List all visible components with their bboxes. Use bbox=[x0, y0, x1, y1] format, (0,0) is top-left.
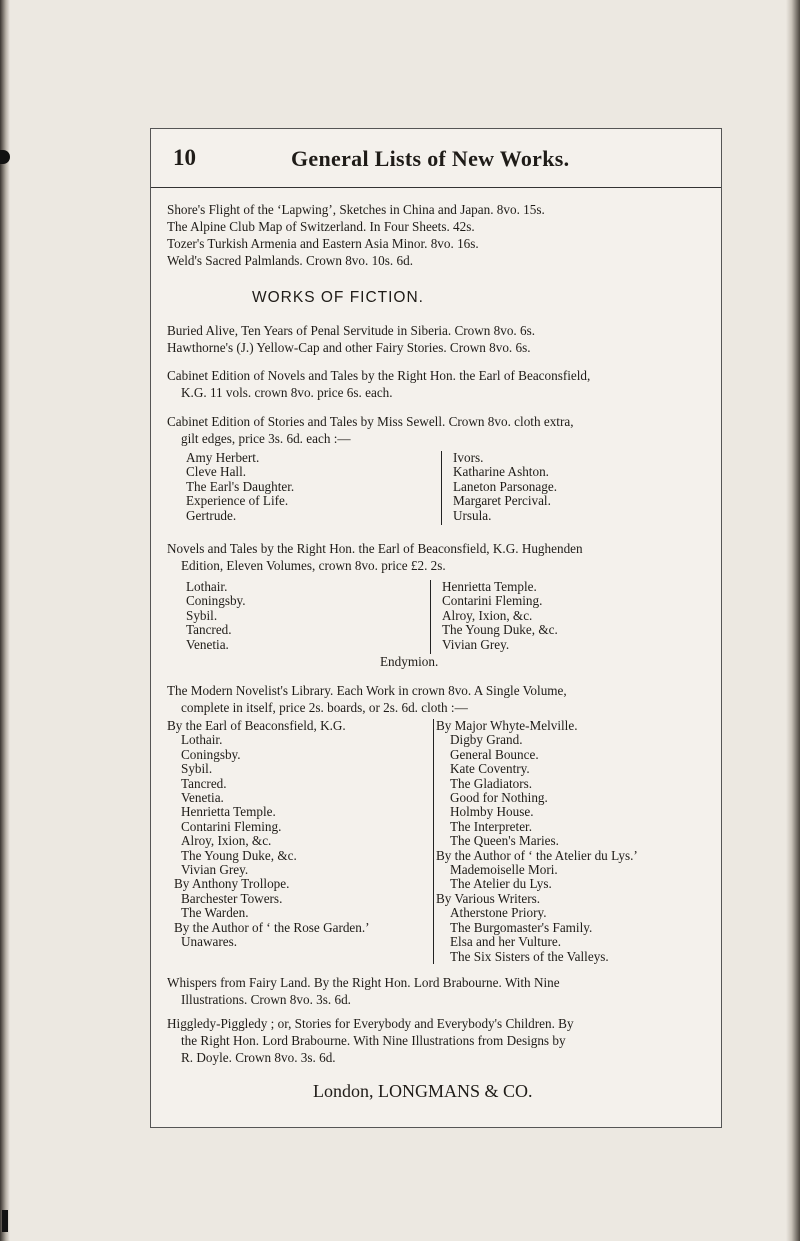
list-item: Venetia. bbox=[186, 636, 229, 652]
list-item: Katharine Ashton. bbox=[453, 464, 549, 480]
list-item: Coningsby. bbox=[181, 746, 241, 762]
page-frame bbox=[150, 128, 722, 1128]
list-item: Unawares. bbox=[181, 934, 238, 950]
author-heading: By Anthony Trollope. bbox=[174, 876, 290, 892]
list-item: Digby Grand. bbox=[450, 732, 523, 748]
list-item: Endymion. bbox=[380, 654, 439, 669]
column-divider bbox=[430, 580, 431, 654]
list-item: Kate Coventry. bbox=[450, 761, 530, 777]
entry-hughenden-cont: Edition, Eleven Volumes, crown 8vo. price £2. 2s. bbox=[181, 558, 446, 573]
list-item: Alroy, Ixion, &c. bbox=[181, 833, 272, 849]
list-item: The Six Sisters of the Valleys. bbox=[450, 948, 609, 964]
hughenden-right-list bbox=[442, 580, 558, 652]
publisher-imprint: London, LONGMANS & CO. bbox=[313, 1081, 533, 1101]
list-item: Vivian Grey. bbox=[442, 636, 510, 652]
author-heading: By Various Writers. bbox=[436, 890, 541, 906]
list-item: Tancred. bbox=[186, 622, 232, 638]
list-item: Tozer's Turkish Armenia and Eastern Asia Minor. 8vo. 16s. bbox=[167, 236, 479, 251]
entry-novelists-library-cont: complete in itself, price 2s. boards, or 2s. 6d. cloth :— bbox=[181, 700, 468, 715]
list-item: Shore's Flight of the ‘Lapwing’, Sketches in China and Japan. 8vo. 15s. bbox=[167, 202, 545, 217]
entry-higgledy-cont: the Right Hon. Lord Brabourne. With Nine Illustrations from Designs by bbox=[181, 1033, 566, 1048]
section-heading: WORKS OF FICTION. bbox=[252, 289, 424, 306]
list-item: The Interpreter. bbox=[450, 818, 533, 834]
page-edge-right bbox=[786, 0, 800, 1241]
list-item: Lothair. bbox=[186, 579, 228, 594]
list-item: Henrietta Temple. bbox=[442, 579, 537, 594]
page-number: 10 bbox=[173, 145, 196, 170]
list-item: Contarini Fleming. bbox=[181, 818, 282, 834]
author-heading: By Major Whyte-Melville. bbox=[436, 718, 578, 733]
author-heading: By the Earl of Beaconsfield, K.G. bbox=[167, 718, 346, 733]
entry-sewell-cont: gilt edges, price 3s. 6d. each :— bbox=[181, 431, 351, 446]
list-item: Good for Nothing. bbox=[450, 790, 548, 806]
list-item: Tancred. bbox=[181, 775, 227, 791]
list-item: Mademoiselle Mori. bbox=[450, 862, 558, 878]
page-edge-left bbox=[0, 0, 10, 1241]
list-item: The Earl's Daughter. bbox=[186, 478, 295, 494]
list-item: Weld's Sacred Palmlands. Crown 8vo. 10s. 6d. bbox=[167, 253, 413, 268]
sewell-right-list bbox=[453, 451, 557, 523]
list-item: Atherstone Priory. bbox=[450, 905, 547, 921]
list-item: The Gladiators. bbox=[450, 775, 533, 791]
entry-hughenden: Novels and Tales by the Right Hon. the Earl of Beaconsfield, K.G. Hughenden bbox=[167, 541, 583, 556]
list-item: Cleve Hall. bbox=[186, 464, 247, 480]
list-item: Margaret Percival. bbox=[453, 493, 551, 509]
list-item: Alroy, Ixion, &c. bbox=[442, 607, 533, 623]
list-item: Sybil. bbox=[186, 607, 218, 623]
entry-higgledy: Higgledy-Piggledy ; or, Stories for Everybody and Everybody's Children. By bbox=[167, 1016, 574, 1031]
binding-mark bbox=[2, 1210, 8, 1232]
list-item: Gertrude. bbox=[186, 507, 237, 523]
list-item: Henrietta Temple. bbox=[181, 804, 276, 820]
novelist-right-list bbox=[436, 719, 638, 964]
entry-higgledy-cont: R. Doyle. Crown 8vo. 3s. 6d. bbox=[181, 1050, 336, 1065]
author-heading: By the Author of ‘ the Rose Garden.’ bbox=[174, 919, 370, 935]
list-item: Hawthorne's (J.) Yellow-Cap and other Fairy Stories. Crown 8vo. 6s. bbox=[167, 340, 531, 355]
list-item: Elsa and her Vulture. bbox=[450, 934, 562, 950]
column-divider bbox=[433, 719, 434, 964]
list-item: The Alpine Club Map of Switzerland. In Four Sheets. 42s. bbox=[167, 219, 475, 234]
entry-whispers: Whispers from Fairy Land. By the Right Hon. Lord Brabourne. With Nine bbox=[167, 975, 560, 990]
list-item: Buried Alive, Ten Years of Penal Servitude in Siberia. Crown 8vo. 6s. bbox=[167, 323, 536, 338]
hughenden-left-list bbox=[186, 580, 246, 652]
list-item: Amy Herbert. bbox=[186, 450, 260, 465]
list-item: Experience of Life. bbox=[186, 493, 289, 509]
entry-novelists-library: The Modern Novelist's Library. Each Work in crown 8vo. A Single Volume, bbox=[167, 683, 567, 698]
list-item: The Young Duke, &c. bbox=[181, 847, 297, 863]
list-item: Vivian Grey. bbox=[181, 862, 249, 878]
list-item: Ivors. bbox=[453, 450, 484, 465]
sewell-left-list bbox=[186, 451, 294, 523]
list-item: Barchester Towers. bbox=[181, 890, 283, 906]
entry-whispers-cont: Illustrations. Crown 8vo. 3s. 6d. bbox=[181, 992, 351, 1007]
list-item: The Atelier du Lys. bbox=[450, 876, 552, 892]
page-header bbox=[151, 129, 721, 188]
list-item: Lothair. bbox=[181, 732, 223, 748]
novelist-left-list bbox=[167, 719, 370, 950]
list-item: Holmby House. bbox=[450, 804, 534, 820]
list-item: Coningsby. bbox=[186, 593, 246, 609]
list-item: The Burgomaster's Family. bbox=[450, 919, 593, 935]
list-item: General Bounce. bbox=[450, 746, 539, 762]
column-divider bbox=[441, 451, 442, 525]
author-heading: By the Author of ‘ the Atelier du Lys.’ bbox=[436, 847, 638, 863]
list-item: Sybil. bbox=[181, 761, 213, 777]
list-item: Venetia. bbox=[181, 790, 224, 806]
list-item: The Warden. bbox=[181, 905, 249, 921]
list-item: Laneton Parsonage. bbox=[453, 478, 557, 494]
list-item: Contarini Fleming. bbox=[442, 593, 543, 609]
entry-cabinet-novels-cont: K.G. 11 vols. crown 8vo. price 6s. each. bbox=[181, 385, 393, 400]
list-item: The Young Duke, &c. bbox=[442, 622, 558, 638]
list-item: Ursula. bbox=[453, 507, 492, 523]
list-item: The Queen's Maries. bbox=[450, 833, 559, 849]
page-title: General Lists of New Works. bbox=[291, 146, 570, 171]
entry-cabinet-novels: Cabinet Edition of Novels and Tales by the Right Hon. the Earl of Beaconsfield, bbox=[167, 368, 591, 383]
entry-sewell: Cabinet Edition of Stories and Tales by Miss Sewell. Crown 8vo. cloth extra, bbox=[167, 414, 574, 429]
